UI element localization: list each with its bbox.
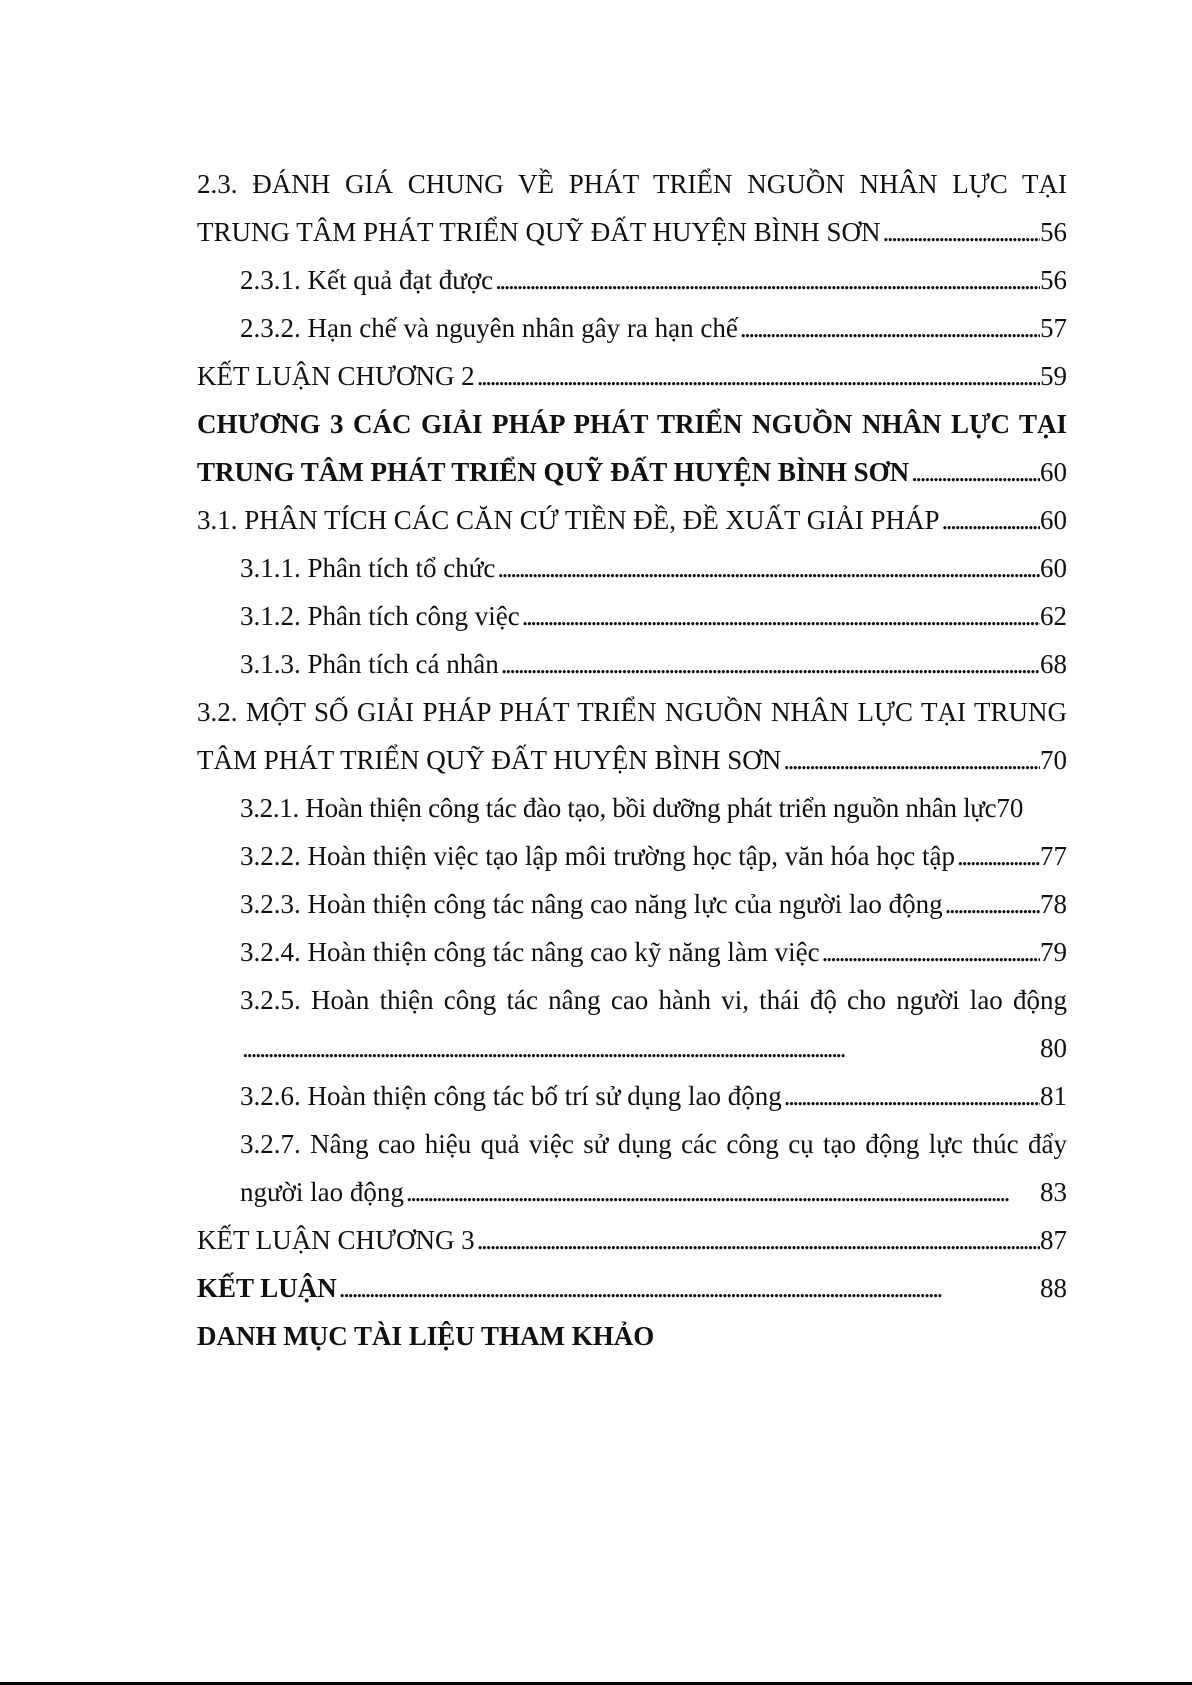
toc-entry-3-2-line2[interactable] [197, 736, 1067, 784]
toc-entry-3-2-4[interactable] [197, 928, 1067, 976]
dot-leader [475, 1216, 1040, 1264]
toc-entry-3-2-7-line1[interactable]: 3.2.7. Nâng cao hiệu quả việc sử dụng các công cụ tạo động lực thúc đẩy [240, 1129, 1067, 1159]
toc-entry-title: TRUNG TÂM PHÁT TRIỂN QUỸ ĐẤT HUYỆN BÌNH SƠN [197, 457, 910, 487]
toc-entry-title: TRUNG TÂM PHÁT TRIỂN QUỸ ĐẤT HUYỆN BÌNH SƠN [197, 217, 881, 247]
toc-entry-ket-luan-chuong-3[interactable] [197, 1216, 1067, 1264]
toc-page-number: 56 [1040, 217, 1067, 247]
toc-page-number: 60 [1040, 553, 1067, 583]
toc-entry-title: 3.2.2. Hoàn thiện việc tạo lập môi trường học tập, văn hóa học tập [240, 841, 955, 871]
toc-page-number: 80 [1040, 1033, 1067, 1063]
toc-entry-chuong-3-line1[interactable]: CHƯƠNG 3 CÁC GIẢI PHÁP PHÁT TRIỂN NGUỒN NHÂN LỰC TẠI [197, 409, 1067, 439]
toc-page-number: 83 [1040, 1177, 1067, 1207]
dot-leader [955, 832, 1040, 880]
dot-leader [495, 544, 1040, 592]
toc-page-number: 70 [1040, 745, 1067, 775]
dot-leader [404, 1168, 1040, 1216]
dot-leader [881, 208, 1040, 256]
dot-leader [475, 352, 1040, 400]
dot-leader [939, 496, 1040, 544]
toc-entry-3-1-1[interactable] [197, 544, 1067, 592]
toc-entry-title: KẾT LUẬN CHƯƠNG 3 [197, 1225, 475, 1255]
dot-leader [493, 256, 1040, 304]
toc-page-number: 87 [1040, 1225, 1067, 1255]
toc-entry-title: TÂM PHÁT TRIỂN QUỸ ĐẤT HUYỆN BÌNH SƠN [197, 745, 782, 775]
table-of-contents [197, 160, 1067, 1360]
dot-leader [499, 640, 1040, 688]
toc-entry-3-2-5-line2[interactable] [197, 1024, 1067, 1072]
toc-entry-2-3-line2[interactable] [197, 208, 1067, 256]
dot-leader [738, 304, 1040, 352]
dot-leader [337, 1264, 1040, 1312]
toc-page-number: 68 [1040, 649, 1067, 679]
toc-entry-title: 2.3.2. Hạn chế và nguyên nhân gây ra hạn chế [240, 313, 738, 343]
toc-entry-2-3-2[interactable] [197, 304, 1067, 352]
dot-leader [240, 1024, 1040, 1072]
toc-page-number: 78 [1040, 889, 1067, 919]
toc-entry-2-3-line1[interactable]: 2.3. ĐÁNH GIÁ CHUNG VỀ PHÁT TRIỂN NGUỒN NHÂN LỰC TẠI [197, 169, 1067, 199]
toc-page-number: 70 [996, 793, 1024, 823]
toc-entry-title: 3.2.6. Hoàn thiện công tác bố trí sử dụng lao động [240, 1081, 782, 1111]
toc-page-number: 57 [1040, 313, 1067, 343]
dot-leader [782, 1072, 1040, 1120]
dot-leader [781, 736, 1040, 784]
toc-page-number: 81 [1040, 1081, 1067, 1111]
toc-entry-title: KẾT LUẬN [197, 1273, 337, 1303]
toc-entry-title: 3.1. PHÂN TÍCH CÁC CĂN CỨ TIỀN ĐỀ, ĐỀ XUẤT GIẢI PHÁP [197, 505, 940, 535]
toc-entry-title: KẾT LUẬN CHƯƠNG 2 [197, 361, 475, 391]
toc-page-number: 59 [1040, 361, 1067, 391]
toc-entry-2-3-1[interactable] [197, 256, 1067, 304]
dot-leader [520, 592, 1040, 640]
toc-entry-3-2-line1[interactable]: 3.2. MỘT SỐ GIẢI PHÁP PHÁT TRIỂN NGUỒN NHÂN LỰC TẠI TRUNG [197, 697, 1067, 727]
toc-entry-3-1-3[interactable] [197, 640, 1067, 688]
toc-entry-3-1-2[interactable] [197, 592, 1067, 640]
toc-entry-3-2-2[interactable] [197, 832, 1067, 880]
toc-entry-title: 3.1.2. Phân tích công việc [240, 601, 520, 631]
toc-entry-chuong-3-line2[interactable] [197, 448, 1067, 496]
toc-entry-title: 3.1.1. Phân tích tổ chức [240, 553, 496, 583]
dot-leader [943, 880, 1040, 928]
toc-page-number: 77 [1040, 841, 1067, 871]
toc-page-number: 62 [1040, 601, 1067, 631]
toc-entry-title: 3.2.1. Hoàn thiện công tác đào tạo, bồi dưỡng phát triển nguồn nhân lực [240, 793, 997, 823]
toc-page-number: 60 [1040, 505, 1067, 535]
dot-leader [909, 448, 1040, 496]
toc-entry-ket-luan-chuong-2[interactable] [197, 352, 1067, 400]
toc-entry-title: 2.3.1. Kết quả đạt được [240, 265, 494, 295]
toc-entry-3-2-5-line1[interactable]: 3.2.5. Hoàn thiện công tác nâng cao hành vi, thái độ cho người lao động [240, 985, 1067, 1015]
toc-entry-3-2-7-line2[interactable] [197, 1168, 1067, 1216]
toc-entry-3-2-3[interactable] [197, 880, 1067, 928]
toc-entry-3-2-6[interactable] [197, 1072, 1067, 1120]
toc-entry-ket-luan[interactable] [197, 1264, 1067, 1312]
toc-entry-title: 3.2.4. Hoàn thiện công tác nâng cao kỹ năng làm việc [240, 937, 820, 967]
dot-leader [820, 928, 1040, 976]
toc-page-number: 79 [1040, 937, 1067, 967]
toc-entry-3-2-1[interactable] [197, 784, 1067, 832]
toc-entry-title: 3.1.3. Phân tích cá nhân [240, 649, 499, 679]
toc-entry-danh-muc-tai-lieu[interactable] [197, 1312, 1067, 1360]
toc-entry-title: DANH MỤC TÀI LIỆU THAM KHẢO [197, 1321, 655, 1351]
toc-page-number: 60 [1040, 457, 1067, 487]
toc-entry-title: người lao động [240, 1177, 404, 1207]
toc-page-number: 56 [1040, 265, 1067, 295]
toc-page-number: 88 [1040, 1273, 1067, 1303]
toc-entry-3-1[interactable] [197, 496, 1067, 544]
toc-entry-title: 3.2.3. Hoàn thiện công tác nâng cao năng lực của người lao động [240, 889, 943, 919]
